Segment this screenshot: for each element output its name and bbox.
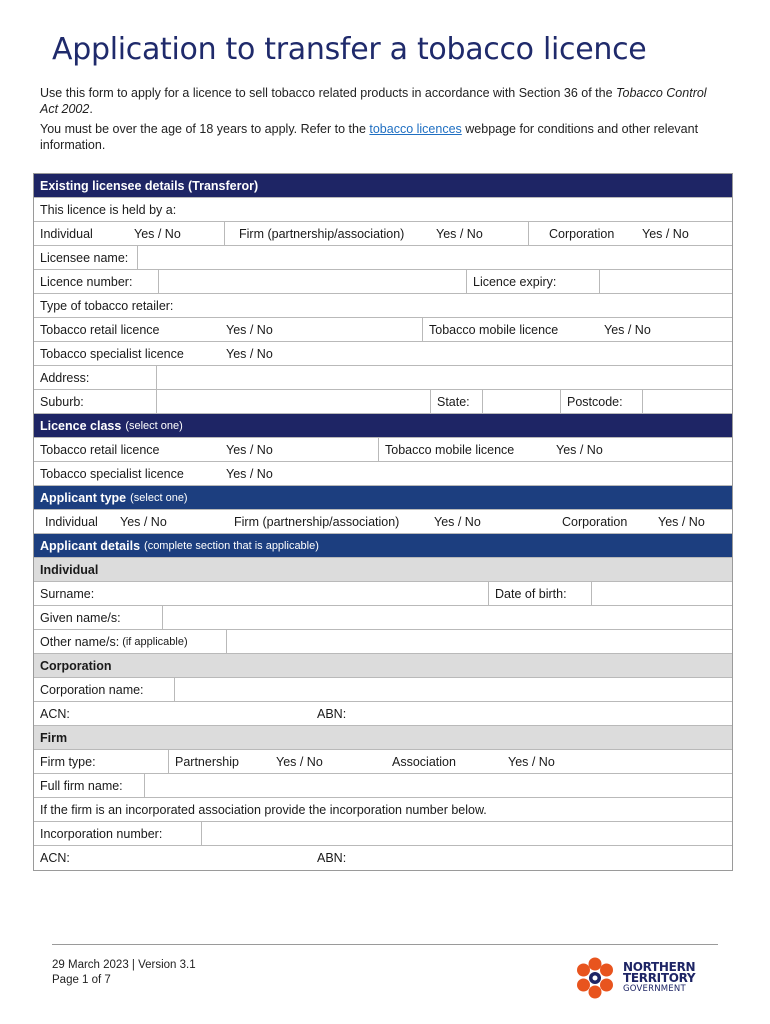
firm-subheader [34, 726, 732, 750]
retailer-type-row [34, 294, 732, 318]
given-names-input[interactable] [162, 606, 732, 629]
holder-type-row [34, 222, 732, 246]
field-label: Corporation name: [40, 682, 144, 697]
class-retail-yes-no[interactable]: Yes / No [226, 442, 273, 457]
partnership-yes-no[interactable]: Yes / No [276, 754, 323, 769]
corporation-subheader [34, 654, 732, 678]
existing-licensee-header [34, 174, 732, 198]
heading-note: (select one) [130, 491, 188, 504]
intro-paragraph-2 [40, 121, 720, 153]
footer-info [52, 958, 196, 988]
state-input[interactable] [482, 390, 560, 413]
field-label: Individual [40, 226, 93, 241]
corp-acn-abn-row [34, 702, 732, 726]
dob-input[interactable] [591, 582, 732, 605]
logo-wordmark [623, 959, 696, 995]
instruction-text: If the firm is an incorporated association provide the incorporation number below. [40, 802, 487, 817]
applicant-type-row [34, 510, 732, 534]
specialist-row [34, 342, 732, 366]
field-label: ABN: [317, 706, 347, 721]
surname-row [34, 582, 732, 606]
section-heading [34, 486, 732, 509]
firm-yes-no[interactable]: Yes / No [436, 226, 483, 241]
field-label: Firm type: [40, 754, 96, 769]
tobacco-licences-link[interactable]: tobacco licences [369, 122, 462, 136]
field-label: Licensee name: [40, 250, 129, 265]
given-names-row [34, 606, 732, 630]
mobile-yes-no[interactable]: Yes / No [604, 322, 651, 337]
incorporation-note-row [34, 798, 732, 822]
licensee-name-row [34, 246, 732, 270]
field-label: Full firm name: [40, 778, 123, 793]
class-specialist-row [34, 462, 732, 486]
field-label: Type of tobacco retailer: [40, 298, 174, 313]
corporation-yes-no[interactable]: Yes / No [642, 226, 689, 241]
section-heading [34, 534, 732, 557]
corporation-name-row [34, 678, 732, 702]
field-label: Licence expiry: [466, 270, 599, 293]
logo-line-3: GOVERNMENT [623, 983, 686, 994]
intro-text-segment: . [89, 102, 93, 116]
retail-mobile-row [34, 318, 732, 342]
licence-number-row [34, 270, 732, 294]
subsection-heading: Corporation [40, 658, 112, 673]
heading-text: Applicant details [40, 538, 141, 553]
field-label: Tobacco retail licence [40, 442, 160, 457]
association-yes-no[interactable]: Yes / No [508, 754, 555, 769]
field-label: Incorporation number: [40, 826, 163, 841]
firm-acn-abn-row [34, 846, 732, 870]
field-label: Association [392, 754, 456, 769]
full-firm-name-input[interactable] [144, 774, 732, 797]
intro-text-segment: You must be over the age of 18 years to apply. Refer to the [40, 122, 370, 136]
field-label: Given name/s: [40, 610, 121, 625]
field-label: Corporation [528, 222, 638, 245]
applicant-firm-yes-no[interactable]: Yes / No [434, 514, 481, 529]
applicant-individual-yes-no[interactable]: Yes / No [120, 514, 167, 529]
intro-paragraph-1 [40, 85, 720, 117]
address-input[interactable] [156, 366, 732, 389]
subsection-heading: Firm [40, 730, 68, 745]
licence-number-input[interactable] [158, 270, 466, 293]
other-names-row [34, 630, 732, 654]
heading-text: Licence class [40, 418, 122, 433]
intro-text-segment: Use this form to apply for a licence to sell tobacco related products in accordance with Section 36 of the [40, 86, 617, 100]
class-retail-mobile-row [34, 438, 732, 462]
suburb-input[interactable] [156, 390, 430, 413]
page-number: Page 1 of 7 [52, 974, 111, 986]
section-heading [34, 414, 732, 437]
field-label: Tobacco specialist licence [40, 466, 184, 481]
field-label: Tobacco mobile licence [378, 438, 550, 461]
licence-expiry-input[interactable] [599, 270, 732, 293]
field-label: Tobacco mobile licence [422, 318, 598, 341]
other-names-input[interactable] [226, 630, 732, 653]
corporation-name-input[interactable] [174, 678, 732, 701]
suburb-row [34, 390, 732, 414]
postcode-input[interactable] [642, 390, 732, 413]
intro-text-segment: webpage for conditions and other relevant information. [40, 122, 699, 152]
field-label: Individual [45, 514, 98, 529]
field-label: ACN: [40, 851, 70, 865]
heading-note: (select one) [125, 419, 183, 432]
address-row [34, 366, 732, 390]
intro-text [40, 85, 720, 157]
applicant-details-header [34, 534, 732, 558]
field-label: Surname: [40, 586, 95, 601]
licence-class-header [34, 414, 732, 438]
field-label: This licence is held by a: [40, 202, 177, 217]
retail-yes-no[interactable]: Yes / No [226, 322, 273, 337]
incorporation-number-input[interactable] [201, 822, 732, 845]
subsection-heading: Individual [40, 562, 99, 577]
application-form [33, 173, 733, 871]
section-heading: Existing licensee details (Transferor) [40, 178, 259, 193]
label-text: Other name/s: [40, 634, 120, 649]
full-firm-name-row [34, 774, 732, 798]
field-label: Firm (partnership/association) [234, 514, 400, 529]
flower-logo-icon [573, 956, 617, 1000]
applicant-type-header [34, 486, 732, 510]
individual-yes-no[interactable]: Yes / No [134, 226, 181, 241]
field-label: Corporation [562, 514, 628, 529]
label-note: (if applicable) [122, 635, 188, 648]
field-label: Tobacco retail licence [40, 322, 160, 337]
version-date: 29 March 2023 | Version 3.1 [52, 959, 196, 971]
act-name: Tobacco Control Act 2002 [40, 86, 707, 116]
page-title: Application to transfer a tobacco licence [52, 32, 647, 67]
field-label: Address: [40, 370, 90, 385]
held-by-row [34, 198, 732, 222]
firm-type-row [34, 750, 732, 774]
field-label [34, 630, 226, 653]
heading-text: Applicant type [40, 490, 127, 505]
logo-line-2: TERRITORY [623, 970, 696, 985]
incorporation-number-row [34, 822, 732, 846]
individual-subheader [34, 558, 732, 582]
specialist-yes-no[interactable]: Yes / No [226, 346, 273, 361]
field-label: Suburb: [40, 394, 84, 409]
field-label: Partnership [168, 750, 270, 773]
field-label: Tobacco specialist licence [40, 346, 184, 361]
field-label: State: [430, 390, 482, 413]
licensee-name-input[interactable] [137, 246, 732, 269]
field-label: Date of birth: [488, 582, 591, 605]
class-specialist-yes-no[interactable]: Yes / No [226, 466, 273, 481]
field-label: ABN: [317, 851, 347, 865]
field-label: Postcode: [560, 390, 642, 413]
field-label: ACN: [40, 706, 70, 721]
field-label: Firm (partnership/association) [224, 222, 434, 245]
field-label: Licence number: [40, 274, 133, 289]
logo-line-1: NORTHERN [623, 959, 696, 974]
class-mobile-yes-no[interactable]: Yes / No [556, 442, 603, 457]
applicant-corporation-yes-no[interactable]: Yes / No [658, 514, 705, 529]
footer-divider [52, 944, 718, 945]
heading-note: (complete section that is applicable) [144, 539, 319, 552]
nt-government-logo [573, 955, 713, 1001]
